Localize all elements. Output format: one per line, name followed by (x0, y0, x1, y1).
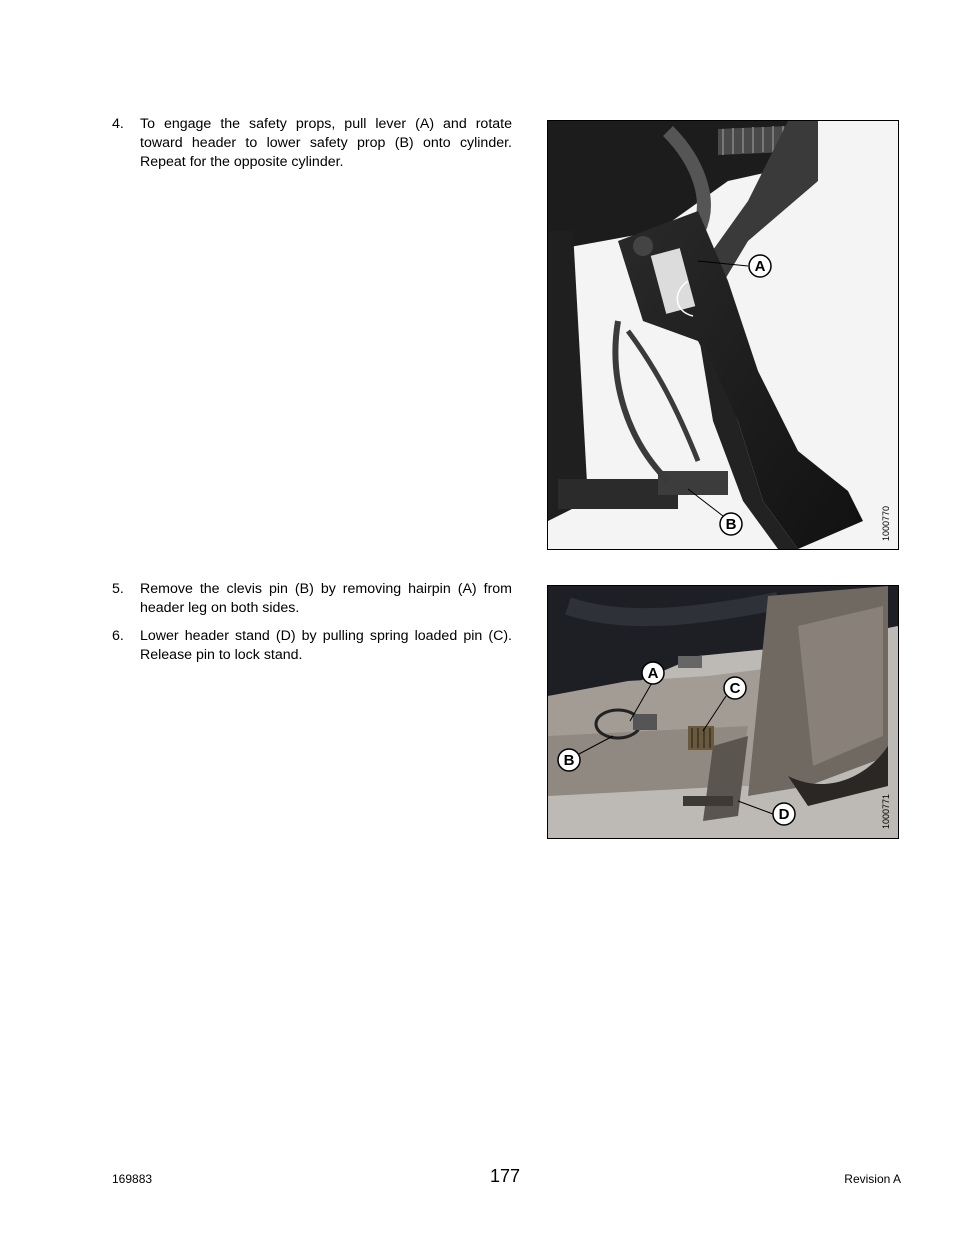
step-text: To engage the safety props, pull lever (A) and rotate toward header to lower safety prop (B) onto cylinder. Repeat for the opposite cylinder. (140, 116, 512, 170)
step-text: Remove the clevis pin (B) by removing hairpin (A) from header leg on both sides. (140, 581, 512, 616)
revision-label: Revision A (844, 1172, 901, 1186)
step-6 (112, 627, 512, 665)
figure-header-stand (547, 585, 899, 839)
step-number: 6. (112, 628, 124, 644)
step-number: 5. (112, 581, 124, 597)
svg-text:A: A (647, 665, 659, 682)
doc-number: 169883 (112, 1172, 153, 1186)
header-stand-photo (548, 586, 898, 838)
page-number: 177 (489, 1166, 521, 1186)
svg-text:B: B (725, 516, 737, 533)
step-text: Lower header stand (D) by pulling spring loaded pin (C). Release pin to lock stand. (140, 628, 512, 663)
step-4 (112, 115, 512, 172)
svg-text:A: A (754, 258, 766, 275)
step-number: 4. (112, 116, 124, 132)
svg-text:B: B (563, 752, 575, 769)
svg-text:C: C (729, 680, 741, 697)
step-5 (112, 580, 512, 618)
svg-text:D: D (778, 806, 790, 823)
safety-prop-photo (548, 121, 898, 549)
figure-safety-prop (547, 120, 899, 550)
figure-id: 1000770 (881, 505, 891, 541)
figure-id: 1000771 (881, 793, 891, 829)
